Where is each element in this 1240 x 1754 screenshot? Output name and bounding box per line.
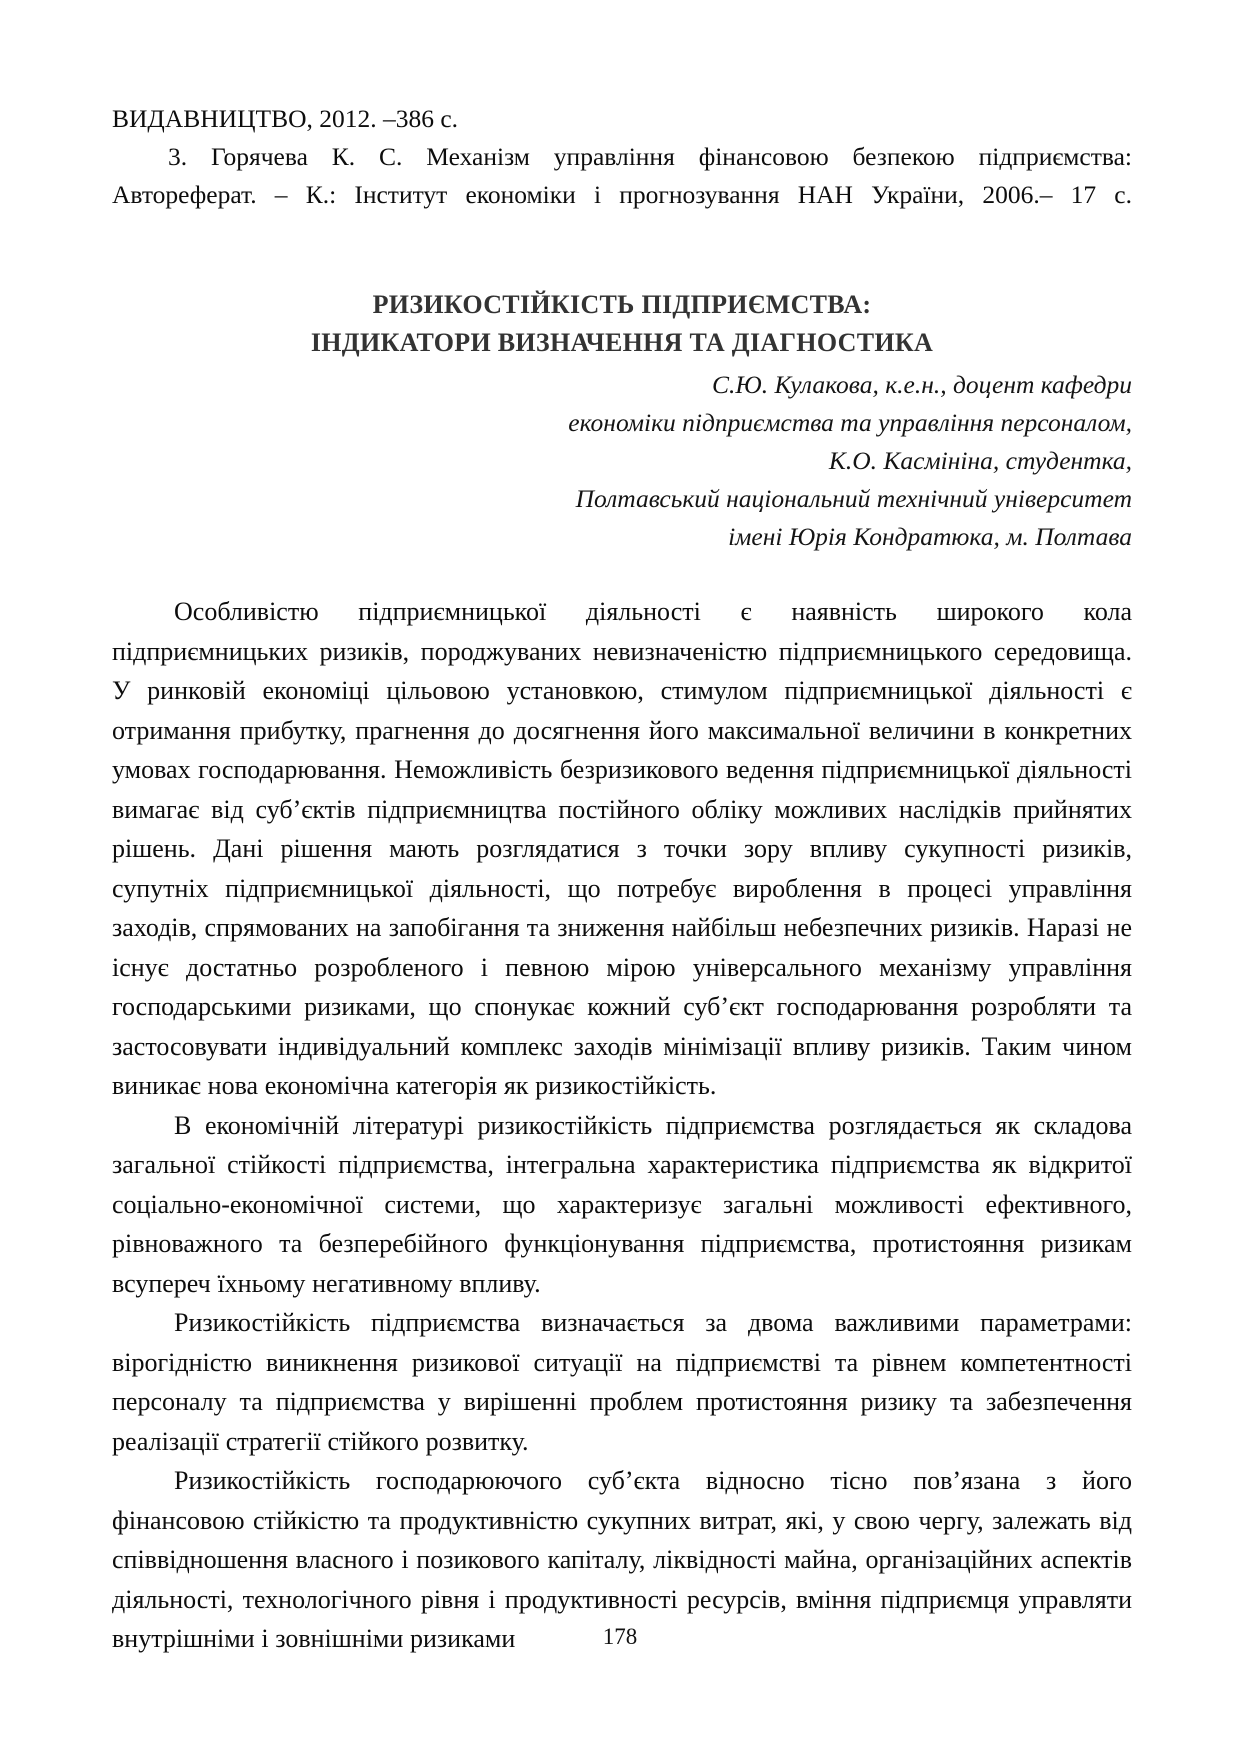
body-paragraph: Особливістю підприємницької діяльності є наявність широкого кола підприємницьких ризиків, породжуваних невизначеністю підприємницького середовища. У ринковій економіці цільовою установкою, стимулом підприємницької діяльності є отримання прибутку, прагнення до досягнення його максимальної величини в конкретних умовах господарювання. Неможливість безризикового ведення підприємницької діяльності вимагає від суб’єктів підприємництва постійного обліку можливих наслідків прийнятих рішень. Дані рішення мають розглядатися з точки зору впливу сукупності ризиків, супутніх підприємницької діяльності, що потребує вироблення в процесі управління заходів, спрямованих на запобігання та зниження найбільш небезпечних ризиків. Наразі не існує достатньо розробленого і певною мірою універсального механізму управління господарськими ризиками, що спонукає кожний суб’єкт господарювання розробляти та застосовувати індивідуальний комплекс заходів мінімізації впливу ризиків. Таким чином виникає нова економічна категорія як ризикостійкість. xyxy=(112,597,1132,1100)
article-title-line-1: РИЗИКОСТІЙКІСТЬ ПІДПРИЄМСТВА: xyxy=(372,290,872,319)
page-content xyxy=(112,100,1132,1659)
body-paragraph: Ризикостійкість господарюючого суб’єкта відносно тісно пов’язана з його фінансовою стійкістю та продуктивністю сукупних витрат, які, у свою чергу, залежать від співвідношення власного і позикового капіталу, ліквідності майна, організаційних аспектів діяльності, технологічного рівня і продуктивності ресурсів, вміння підприємця управляти внутрішніми і зовнішніми ризиками xyxy=(112,1466,1132,1653)
author-line-3: К.О. Касмініна, студентка, xyxy=(828,446,1132,475)
article-body xyxy=(112,592,1132,1659)
page-number: 178 xyxy=(602,1624,638,1649)
author-line-2: економіки підприємства та управління персоналом, xyxy=(568,408,1132,437)
article-title-line-2: ІНДИКАТОРИ ВИЗНАЧЕННЯ ТА ДІАГНОСТИКА xyxy=(310,328,934,357)
reference-tail-previous: ВИДАВНИЦТВО, 2012. –386 с. xyxy=(112,104,459,133)
body-paragraph: Ризикостійкість підприємства визначається за двома важливими параметрами: вірогідністю виникнення ризикової ситуації на підприємстві та рівнем компетентності персоналу та підприємства у вирішенні проблем протистояння ризику та забезпечення реалізації стратегії стійкого розвитку. xyxy=(112,1308,1132,1456)
author-line-1: С.Ю. Кулакова, к.е.н., доцент кафедри xyxy=(711,370,1132,399)
affiliation-line-2: імені Юрія Кондратюка, м. Полтава xyxy=(728,522,1132,551)
author-affiliation-block xyxy=(112,366,1132,556)
reference-item: 3. Горячева К. С. Механізм управління фінансовою безпекою підприємства: Автореферат. – К.: Інститут економіки і прогнозування НАН України, 2006.– 17 с. xyxy=(112,142,1132,209)
article-title xyxy=(112,286,1132,362)
body-paragraph: В економічній літературі ризикостійкість підприємства розглядається як складова загальної стійкості підприємства, інтегральна характеристика підприємства як відкритої соціально-економічної системи, що характеризує загальні можливості ефективного, рівноважного та безперебійного функціонування підприємства, протистояння ризикам всупереч їхньому негативному впливу. xyxy=(112,1110,1132,1298)
affiliation-line-1: Полтавський національний технічний університет xyxy=(575,484,1132,513)
